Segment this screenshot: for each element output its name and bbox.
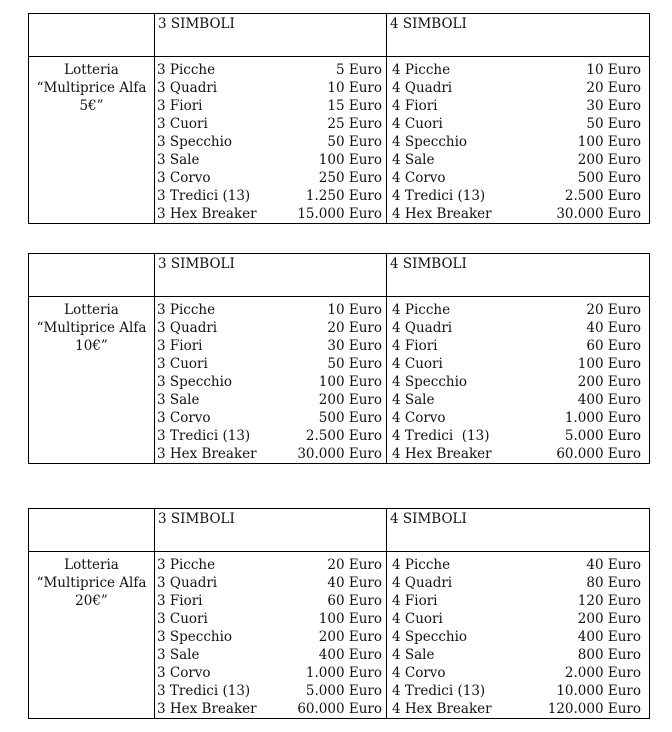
- symbol-combination: 3 Specchio: [157, 374, 233, 390]
- header-3-simboli: 3 SIMBOLI: [155, 509, 387, 551]
- prize-amount: 30.000 Euro: [297, 446, 382, 462]
- prize-amount: 500 Euro: [577, 170, 641, 186]
- prize-row: [155, 700, 386, 718]
- prize-row: [155, 133, 386, 151]
- prize-amount: 60.000 Euro: [556, 446, 641, 462]
- symbol-combination: 4 Specchio: [392, 134, 468, 150]
- prize-row: [387, 610, 649, 628]
- prize-row: [155, 391, 386, 409]
- prize-row: [155, 151, 386, 169]
- prize-row: [387, 409, 649, 427]
- symbol-combination: 4 Picche: [392, 62, 451, 78]
- prize-amount: 120 Euro: [577, 593, 641, 609]
- symbol-combination: 4 Specchio: [392, 374, 468, 390]
- prize-amount: 500 Euro: [318, 410, 382, 426]
- symbol-combination: 3 Cuori: [157, 116, 208, 132]
- symbol-combination: 3 Hex Breaker: [157, 701, 257, 717]
- prize-row: [155, 355, 386, 373]
- prize-row: [155, 115, 386, 133]
- symbol-combination: 3 Corvo: [157, 170, 211, 186]
- prize-row: [155, 319, 386, 337]
- prize-amount: 5.000 Euro: [564, 428, 641, 444]
- lottery-label: Lotteria: [64, 557, 119, 573]
- prize-amount: 250 Euro: [318, 170, 382, 186]
- prize-amount: 5 Euro: [335, 62, 382, 78]
- prize-row: [387, 97, 649, 115]
- symbol-combination: 3 Tredici (13): [157, 428, 251, 444]
- prize-row: [387, 133, 649, 151]
- symbol-combination: 3 Specchio: [157, 134, 233, 150]
- symbol-combination: 4 Hex Breaker: [392, 206, 492, 222]
- prize-row: [155, 61, 386, 79]
- prize-row: [387, 556, 649, 574]
- prize-amount: 10 Euro: [327, 302, 382, 318]
- prize-row: [387, 682, 649, 700]
- lottery-product: “Multiprice Alfa: [36, 80, 147, 96]
- lottery-name-cell: [29, 552, 155, 718]
- prize-amount: 2.500 Euro: [564, 188, 641, 204]
- symbol-combination: 3 Picche: [157, 557, 216, 573]
- symbol-combination: 4 Sale: [392, 647, 435, 663]
- prize-row: [387, 574, 649, 592]
- lottery-price: 10€”: [75, 338, 108, 354]
- prize-amount: 10 Euro: [327, 80, 382, 96]
- symbol-combination: 4 Quadri: [392, 575, 453, 591]
- prize-row: [387, 391, 649, 409]
- symbol-combination: 4 Cuori: [392, 611, 443, 627]
- table-body: [29, 552, 649, 718]
- prize-row: [387, 187, 649, 205]
- prize-row: [387, 355, 649, 373]
- lottery-label: Lotteria: [64, 302, 119, 318]
- header-empty-cell: [29, 509, 155, 551]
- prize-amount: 100 Euro: [318, 611, 382, 627]
- symbol-combination: 3 Quadri: [157, 575, 218, 591]
- symbol-combination: 3 Hex Breaker: [157, 446, 257, 462]
- symbol-combination: 4 Fiori: [392, 338, 438, 354]
- three-symbols-column: [155, 297, 387, 463]
- symbol-combination: 3 Fiori: [157, 593, 203, 609]
- prize-amount: 1.000 Euro: [564, 410, 641, 426]
- prize-amount: 10.000 Euro: [556, 683, 641, 699]
- header-3-simboli: 3 SIMBOLI: [155, 14, 387, 56]
- prize-row: [155, 556, 386, 574]
- symbol-combination: 3 Specchio: [157, 629, 233, 645]
- lottery-name-cell: [29, 57, 155, 223]
- prize-row: [155, 187, 386, 205]
- symbol-combination: 4 Fiori: [392, 593, 438, 609]
- symbol-combination: 4 Hex Breaker: [392, 701, 492, 717]
- prize-row: [155, 79, 386, 97]
- prize-row: [387, 337, 649, 355]
- symbol-combination: 3 Corvo: [157, 665, 211, 681]
- prize-amount: 20 Euro: [327, 320, 382, 336]
- table-header-row: [29, 14, 649, 57]
- symbol-combination: 4 Picche: [392, 557, 451, 573]
- prize-amount: 40 Euro: [586, 320, 641, 336]
- lottery-price: 20€”: [75, 593, 108, 609]
- symbol-combination: 4 Corvo: [392, 410, 446, 426]
- three-symbols-column: [155, 57, 387, 223]
- prize-amount: 30 Euro: [586, 98, 641, 114]
- prize-row: [387, 205, 649, 223]
- prize-amount: 10 Euro: [586, 62, 641, 78]
- symbol-combination: 4 Cuori: [392, 356, 443, 372]
- prize-row: [387, 373, 649, 391]
- prize-row: [155, 373, 386, 391]
- four-symbols-column: [387, 552, 649, 718]
- prize-amount: 200 Euro: [318, 392, 382, 408]
- prize-row: [387, 445, 649, 463]
- symbol-combination: 3 Cuori: [157, 356, 208, 372]
- symbol-combination: 4 Sale: [392, 392, 435, 408]
- prize-row: [387, 427, 649, 445]
- symbol-combination: 3 Sale: [157, 152, 200, 168]
- prize-amount: 15.000 Euro: [297, 206, 382, 222]
- lottery-name-cell: [29, 297, 155, 463]
- symbol-combination: 3 Quadri: [157, 80, 218, 96]
- header-4-simboli: 4 SIMBOLI: [390, 256, 467, 272]
- prize-amount: 2.000 Euro: [564, 665, 641, 681]
- symbol-combination: 4 Quadri: [392, 320, 453, 336]
- lottery-label: Lotteria: [64, 62, 119, 78]
- prize-amount: 800 Euro: [577, 647, 641, 663]
- prize-amount: 20 Euro: [586, 302, 641, 318]
- prize-amount: 100 Euro: [318, 374, 382, 390]
- symbol-combination: 4 Corvo: [392, 170, 446, 186]
- symbol-combination: 3 Picche: [157, 62, 216, 78]
- lottery-product: “Multiprice Alfa: [36, 575, 147, 591]
- prize-amount: 50 Euro: [327, 134, 382, 150]
- lottery-product: “Multiprice Alfa: [36, 320, 147, 336]
- prize-table-10-euro: [28, 253, 650, 464]
- prize-row: [387, 664, 649, 682]
- prize-amount: 80 Euro: [586, 575, 641, 591]
- symbol-combination: 4 Picche: [392, 302, 451, 318]
- header-empty-cell: [29, 254, 155, 296]
- prize-amount: 120.000 Euro: [547, 701, 641, 717]
- prize-amount: 20 Euro: [586, 80, 641, 96]
- prize-table-20-euro: [28, 508, 650, 719]
- symbol-combination: 4 Sale: [392, 152, 435, 168]
- symbol-combination: 4 Fiori: [392, 98, 438, 114]
- header-3-simboli: 3 SIMBOLI: [155, 254, 387, 296]
- prize-amount: 400 Euro: [577, 392, 641, 408]
- symbol-combination: 4 Tredici (13): [392, 428, 490, 444]
- prize-row: [155, 445, 386, 463]
- prize-amount: 5.000 Euro: [305, 683, 382, 699]
- prize-amount: 40 Euro: [586, 557, 641, 573]
- prize-amount: 200 Euro: [577, 611, 641, 627]
- prize-row: [155, 169, 386, 187]
- symbol-combination: 3 Corvo: [157, 410, 211, 426]
- header-empty-cell: [29, 14, 155, 56]
- symbol-combination: 3 Hex Breaker: [157, 206, 257, 222]
- prize-row: [387, 79, 649, 97]
- prize-row: [155, 646, 386, 664]
- symbol-combination: 3 Cuori: [157, 611, 208, 627]
- table-header-row: [29, 509, 649, 552]
- prize-row: [155, 337, 386, 355]
- prize-amount: 50 Euro: [586, 116, 641, 132]
- prize-amount: 50 Euro: [327, 356, 382, 372]
- prize-row: [387, 628, 649, 646]
- symbol-combination: 4 Specchio: [392, 629, 468, 645]
- table-body: [29, 57, 649, 223]
- prize-amount: 100 Euro: [318, 152, 382, 168]
- prize-amount: 20 Euro: [327, 557, 382, 573]
- prize-row: [387, 115, 649, 133]
- lottery-price: 5€”: [79, 98, 104, 114]
- symbol-combination: 3 Tredici (13): [157, 188, 251, 204]
- symbol-combination: 3 Tredici (13): [157, 683, 251, 699]
- prize-row: [155, 427, 386, 445]
- prize-amount: 15 Euro: [327, 98, 382, 114]
- prize-row: [155, 592, 386, 610]
- prize-amount: 40 Euro: [327, 575, 382, 591]
- prize-row: [155, 610, 386, 628]
- symbol-combination: 3 Fiori: [157, 98, 203, 114]
- prize-row: [387, 592, 649, 610]
- symbol-combination: 4 Hex Breaker: [392, 446, 492, 462]
- three-symbols-column: [155, 552, 387, 718]
- prize-row: [387, 301, 649, 319]
- prize-row: [155, 409, 386, 427]
- prize-row: [387, 151, 649, 169]
- prize-row: [155, 301, 386, 319]
- prize-amount: 60.000 Euro: [297, 701, 382, 717]
- prize-row: [155, 97, 386, 115]
- symbol-combination: 4 Tredici (13): [392, 683, 486, 699]
- prize-amount: 2.500 Euro: [305, 428, 382, 444]
- prize-row: [387, 319, 649, 337]
- symbol-combination: 3 Picche: [157, 302, 216, 318]
- prize-row: [155, 205, 386, 223]
- symbol-combination: 3 Quadri: [157, 320, 218, 336]
- prize-amount: 25 Euro: [327, 116, 382, 132]
- prize-amount: 100 Euro: [577, 356, 641, 372]
- symbol-combination: 3 Sale: [157, 392, 200, 408]
- symbol-combination: 4 Tredici (13): [392, 188, 486, 204]
- four-symbols-column: [387, 57, 649, 223]
- prize-amount: 400 Euro: [577, 629, 641, 645]
- prize-amount: 1.250 Euro: [305, 188, 382, 204]
- prize-amount: 200 Euro: [318, 629, 382, 645]
- symbol-combination: 3 Fiori: [157, 338, 203, 354]
- symbol-combination: 3 Sale: [157, 647, 200, 663]
- symbol-combination: 4 Cuori: [392, 116, 443, 132]
- prize-amount: 60 Euro: [586, 338, 641, 354]
- prize-amount: 100 Euro: [577, 134, 641, 150]
- prize-row: [387, 700, 649, 718]
- prize-amount: 400 Euro: [318, 647, 382, 663]
- prize-row: [387, 646, 649, 664]
- prize-row: [155, 664, 386, 682]
- header-4-simboli: 4 SIMBOLI: [390, 511, 467, 527]
- prize-row: [387, 169, 649, 187]
- prize-amount: 1.000 Euro: [305, 665, 382, 681]
- prize-amount: 200 Euro: [577, 152, 641, 168]
- symbol-combination: 4 Corvo: [392, 665, 446, 681]
- prize-row: [155, 574, 386, 592]
- symbol-combination: 4 Quadri: [392, 80, 453, 96]
- header-4-simboli: 4 SIMBOLI: [390, 16, 467, 32]
- table-header-row: [29, 254, 649, 297]
- prize-row: [387, 61, 649, 79]
- prize-row: [155, 628, 386, 646]
- prize-table-5-euro: [28, 13, 650, 224]
- prize-amount: 30.000 Euro: [556, 206, 641, 222]
- table-body: [29, 297, 649, 463]
- prize-amount: 200 Euro: [577, 374, 641, 390]
- prize-row: [155, 682, 386, 700]
- prize-amount: 60 Euro: [327, 593, 382, 609]
- prize-amount: 30 Euro: [327, 338, 382, 354]
- four-symbols-column: [387, 297, 649, 463]
